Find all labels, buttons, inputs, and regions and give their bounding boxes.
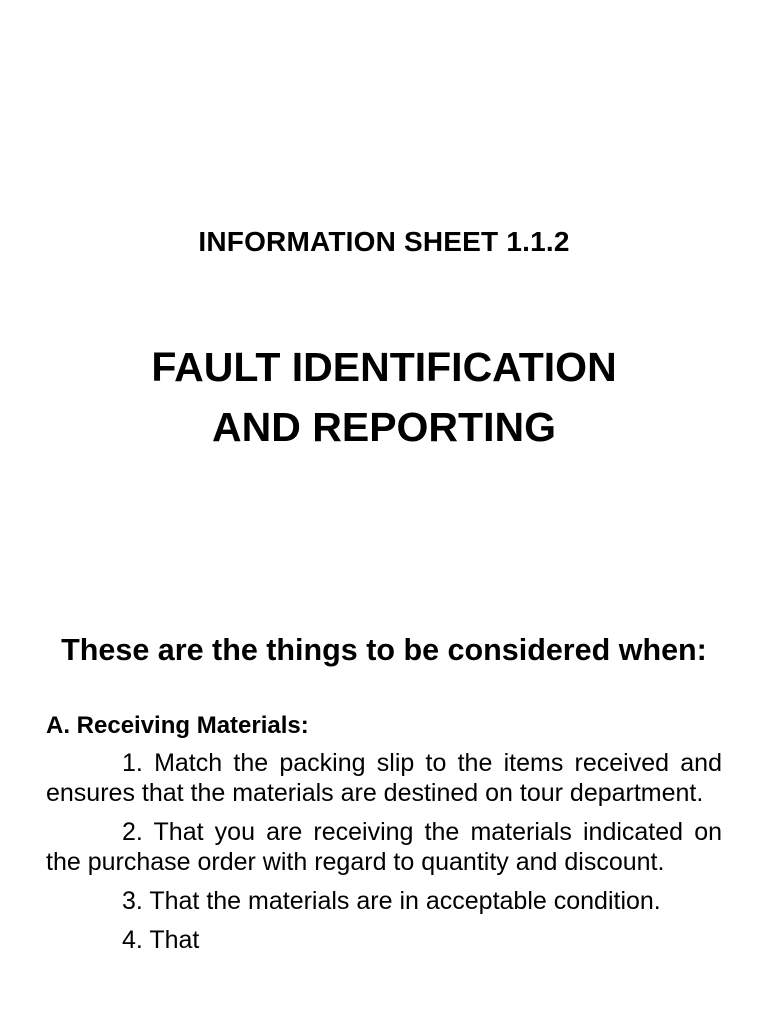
list-item: 4. That: [122, 926, 200, 954]
list-item: 2. That you are receiving the materials indicated on the purchase order with regard to quantity and discount.: [46, 818, 722, 876]
list-item: 3. That the materials are in acceptable condition.: [122, 887, 661, 915]
list-item: 1. Match the packing slip to the items received and ensures that the materials are destined on tour department.: [46, 749, 722, 807]
document-title-line-1: FAULT IDENTIFICATION: [151, 344, 617, 390]
document-title: [0, 337, 768, 457]
item-list: [46, 748, 722, 964]
information-sheet-number: INFORMATION SHEET 1.1.2: [198, 226, 570, 257]
content-slide: [0, 568, 768, 1024]
document-title-line-2: AND REPORTING: [212, 404, 556, 450]
section-label-receiving-materials: A. Receiving Materials:: [46, 712, 309, 739]
content-heading: These are the things to be considered when:: [61, 633, 707, 667]
